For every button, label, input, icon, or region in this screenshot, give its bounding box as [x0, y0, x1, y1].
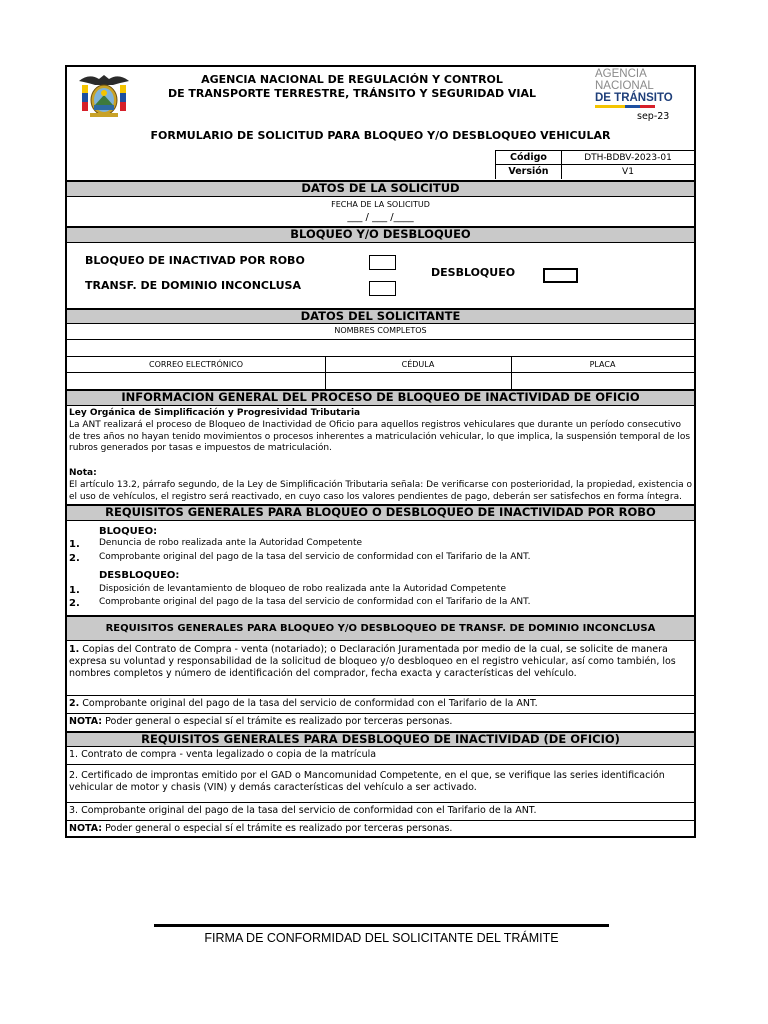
- form-date: sep-23: [637, 111, 670, 122]
- dominio-item-1: [69, 644, 691, 680]
- oficio-item-1: 1. Contrato de compra - venta legalizado o copia de la matrícula: [69, 749, 377, 760]
- plate-label: PLACA: [589, 360, 616, 369]
- ant-logo: [595, 68, 690, 112]
- full-names-label: NOMBRES COMPLETOS: [334, 326, 427, 335]
- logo-flag-stripe: [595, 105, 655, 108]
- dominio-item-2-text: Comprobante original del pago de la tasa del servicio de conformidad con el Tarifario de la ANT.: [82, 698, 538, 709]
- section-requisitos-robo: REQUISITOS GENERALES PARA BLOQUEO O DESBLOQUEO DE INACTIVIDAD POR ROBO: [67, 504, 694, 521]
- divider: [67, 764, 694, 765]
- dominio-note-label: NOTA:: [69, 716, 103, 727]
- dominio-note-text: Poder general o especial sí el trámite es realizado por terceras personas.: [105, 716, 453, 727]
- divider: [67, 695, 694, 696]
- agency-name-line2: DE TRANSPORTE TERRESTRE, TRÁNSITO Y SEGURIDAD VIAL: [167, 87, 537, 100]
- logo-text-nacional: NACIONAL: [595, 80, 654, 92]
- divider: [67, 820, 694, 821]
- oficio-note: [69, 823, 691, 835]
- version-label: Versión: [496, 165, 562, 179]
- request-form: [65, 65, 696, 838]
- robo-bloqueo-item-2: Comprobante original del pago de la tasa del servicio de conformidad con el Tarifario de la ANT.: [99, 552, 531, 562]
- checkbox-bloqueo-robo[interactable]: [369, 255, 396, 270]
- oficio-item-2: 2. Certificado de improntas emitido por el GAD o Mancomunidad Competente, en el que, se verifique las series identificación vehicular de motor y chasis (VIN) y demás características del vehículo a ser activado.: [69, 770, 665, 793]
- dominio-item-2-number: 2.: [69, 698, 80, 709]
- divider: [67, 356, 694, 357]
- robo-desbloqueo-label: DESBLOQUEO:: [99, 570, 180, 581]
- dominio-item-2: [69, 698, 691, 710]
- logo-text-de-transito: DE TRÁNSITO: [595, 92, 673, 104]
- note-text: El artículo 13.2, párrafo segundo, de la Ley de Simplificación Tributaria señala: De verificarse con posterioridad, la propiedad, existencia o el uso de vehículos, el registro será reactivado, en cuyo caso los valores pendientes de pago, deberán ser satisfechos en forma íntegra.: [69, 480, 693, 502]
- request-date-label: FECHA DE LA SOLICITUD: [331, 200, 430, 209]
- robo-desbloqueo-item-2-number: 2.: [69, 598, 80, 609]
- ecuador-coat-of-arms-icon: [75, 71, 133, 121]
- section-requisitos-dominio: REQUISITOS GENERALES PARA BLOQUEO Y/O DESBLOQUEO DE TRANSF. DE DOMINIO INCONCLUSA: [67, 615, 694, 641]
- option-bloqueo-robo-label: BLOQUEO DE INACTIVAD POR ROBO: [85, 254, 305, 267]
- section-informacion-general: INFORMACION GENERAL DEL PROCESO DE BLOQUEO DE INACTIVIDAD DE OFICIO: [67, 389, 694, 406]
- oficio-item-3: 3. Comprobante original del pago de la tasa del servicio de conformidad con el Tarifario de la ANT.: [69, 805, 537, 816]
- code-version-table: [495, 150, 694, 179]
- law-title: Ley Orgánica de Simplificación y Progresividad Tributaria: [69, 408, 361, 418]
- plate-field[interactable]: [512, 373, 694, 389]
- dominio-item-1-number: 1.: [69, 644, 80, 655]
- request-date-field[interactable]: ___ / ___ /____: [347, 212, 414, 223]
- signature-line[interactable]: [154, 924, 609, 927]
- section-datos-solicitud: DATOS DE LA SOLICITUD: [67, 180, 694, 197]
- dominio-item-1-text: Copias del Contrato de Compra - venta (notariado); o Declaración Juramentada por medio de la cual, se solicite de manera expresa su voluntad y responsabilidad de la solicitud de bloqueo y/o desbloqueo en el registro vehicular, así como también, los nombres completos y número de identificación del comprador, fecha exacta y características del vehículo.: [69, 644, 676, 679]
- id-field[interactable]: [326, 373, 511, 389]
- section-bloqueo-desbloqueo: BLOQUEO Y/O DESBLOQUEO: [67, 226, 694, 243]
- divider: [67, 802, 694, 803]
- oficio-note-label: NOTA:: [69, 823, 103, 834]
- email-field[interactable]: [67, 373, 325, 389]
- code-label: Código: [496, 151, 562, 165]
- robo-bloqueo-label: BLOQUEO:: [99, 526, 158, 537]
- agency-name-line1: AGENCIA NACIONAL DE REGULACIÓN Y CONTROL: [201, 73, 503, 86]
- section-datos-solicitante: DATOS DEL SOLICITANTE: [67, 308, 694, 324]
- robo-desbloqueo-item-1-number: 1.: [69, 585, 80, 596]
- email-label: CORREO ELECTRÓNICO: [148, 360, 243, 369]
- option-desbloqueo-label: DESBLOQUEO: [431, 266, 516, 279]
- law-text: La ANT realizará el proceso de Bloqueo de Inactividad de Oficio para aquellos registros vehiculares que durante un período consecutivo de tres años no hayan tenido movimientos o procesos inherentes a matriculación vehicular, lo que implica, la suspensión temporal de los rubros generados por tasas e impuestos de matriculación.: [69, 420, 691, 453]
- checkbox-desbloqueo[interactable]: [543, 268, 578, 283]
- logo-text-agencia: AGENCIA: [595, 68, 647, 80]
- robo-bloqueo-item-1: Denuncia de robo realizada ante la Autoridad Competente: [99, 538, 363, 548]
- robo-desbloqueo-item-2: Comprobante original del pago de la tasa del servicio de conformidad con el Tarifario de la ANT.: [99, 597, 531, 607]
- robo-desbloqueo-item-1: Disposición de levantamiento de bloqueo de robo realizada ante la Autoridad Competente: [99, 584, 506, 594]
- divider: [67, 713, 694, 714]
- oficio-note-text: Poder general o especial sí el trámite es realizado por terceras personas.: [105, 823, 453, 834]
- dominio-note: [69, 716, 691, 728]
- form-title: FORMULARIO DE SOLICITUD PARA BLOQUEO Y/O DESBLOQUEO VEHICULAR: [150, 129, 611, 142]
- code-value: DTH-BDBV-2023-01: [562, 151, 694, 165]
- robo-bloqueo-item-1-number: 1.: [69, 539, 80, 550]
- section-requisitos-oficio: REQUISITOS GENERALES PARA DESBLOQUEO DE INACTIVIDAD (DE OFICIO): [67, 731, 694, 747]
- note-label: Nota:: [69, 468, 97, 478]
- version-value: V1: [622, 167, 634, 177]
- id-label: CÉDULA: [401, 360, 435, 369]
- robo-bloqueo-item-2-number: 2.: [69, 553, 80, 564]
- option-transf-dominio-label: TRANSF. DE DOMINIO INCONCLUSA: [85, 279, 301, 292]
- checkbox-transf-dominio[interactable]: [369, 281, 396, 296]
- signature-label: FIRMA DE CONFORMIDAD DEL SOLICITANTE DEL TRÁMITE: [204, 931, 559, 945]
- full-names-field[interactable]: [67, 340, 694, 356]
